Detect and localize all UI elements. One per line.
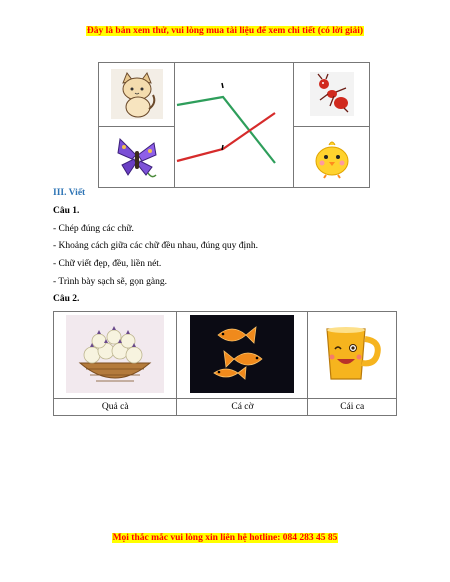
caption-qua-ca: Quả cà xyxy=(54,399,177,416)
section-title: III. Viết xyxy=(53,188,86,198)
cat-icon xyxy=(111,69,163,119)
preview-banner xyxy=(0,26,450,36)
tick-mark xyxy=(222,83,223,88)
cell-fish xyxy=(177,312,308,399)
cell-cat xyxy=(99,63,175,127)
preview-banner-text: Đây là bản xem thử, vui lòng mua tài liệu để xem chi tiết (có lời giải) xyxy=(86,26,364,36)
cell-ant xyxy=(294,63,370,127)
cell-cup xyxy=(308,312,397,399)
eggplant-basket-icon xyxy=(66,315,164,393)
butterfly-icon xyxy=(112,133,162,181)
answer-line: - Chép đúng các chữ. xyxy=(53,224,134,234)
answer-line: - Chữ viết đẹp, đều, liền nét. xyxy=(53,259,162,269)
green-line xyxy=(177,97,275,163)
tick-mark xyxy=(222,145,223,150)
red-line xyxy=(177,113,275,161)
fish-icon xyxy=(190,315,294,393)
answer-line: - Trình bày sạch sẽ, gọn gàng. xyxy=(53,277,167,287)
ant-icon xyxy=(310,72,354,116)
chick-icon xyxy=(309,135,355,179)
question-2-title: Câu 2. xyxy=(53,294,80,304)
matching-table xyxy=(98,62,370,188)
hotline-banner-text: Mọi thắc mắc vui lòng xin liên hệ hotline: 084 283 45 85 xyxy=(112,533,338,543)
cell-butterfly xyxy=(99,126,175,187)
cell-chick xyxy=(294,126,370,187)
cell-eggplant xyxy=(54,312,177,399)
question-1-title: Câu 1. xyxy=(53,206,80,216)
matching-lines-cell xyxy=(175,63,294,188)
matching-lines xyxy=(175,63,293,182)
caption-ca-co: Cá cờ xyxy=(177,399,308,416)
caption-cai-ca: Cái ca xyxy=(308,399,397,416)
hotline-banner xyxy=(0,533,450,543)
answer-line: - Khoảng cách giữa các chữ đều nhau, đúng quy định. xyxy=(53,241,258,251)
cup-icon xyxy=(317,321,387,387)
word-picture-table xyxy=(53,311,397,416)
